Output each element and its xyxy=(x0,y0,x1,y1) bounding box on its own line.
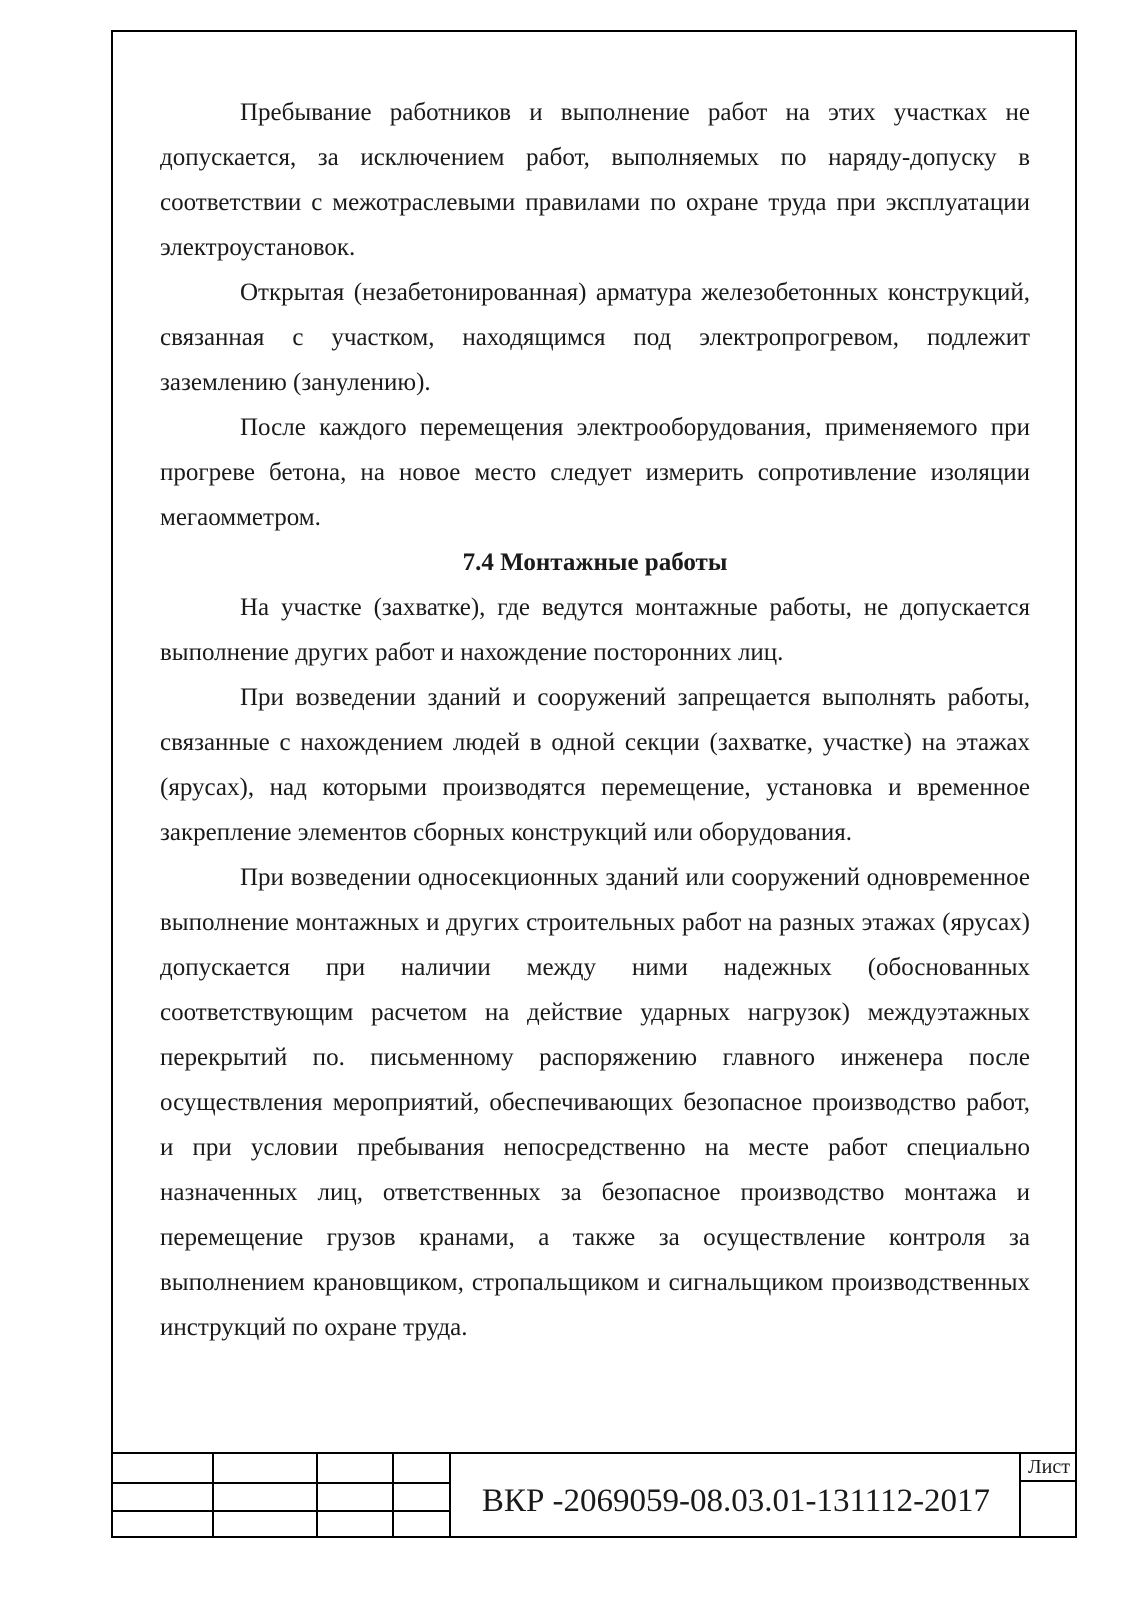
paragraph: На участке (захватке), где ведутся монтажные работы, не допускается выполнение других работ и нахождение посторонних лиц. xyxy=(160,594,1030,666)
stamp-column-line xyxy=(316,1452,318,1538)
paragraph: После каждого перемещения электрооборудования, применяемого при прогреве бетона, на новое место следует измерить сопротивление изоляции мегаомметром. xyxy=(160,414,1030,531)
stamp-column-line xyxy=(392,1452,394,1538)
paragraph: При возведении односекционных зданий или сооружений одновременное выполнение монтажных и других строительных работ на разных этажах (ярусах) допускается при наличии между ними надежных (обоснованных соответствующим расчетом на действие ударных нагрузок) междуэтажных перекрытий по. письменному распоряжению главного инженера после осуществления мероприятий, обеспечивающих безопасное производство работ, и при условии пребывания непосредственно на месте работ специально назначенных лиц, ответственных за безопасное производство монтажа и перемещение грузов кранами, а также за осуществление контроля за выполнением крановщиком, стропальщиком и сигнальщиком производственных инструкций по охране труда. xyxy=(160,864,1030,1341)
stamp-row-line xyxy=(111,1482,451,1484)
stamp-row-line xyxy=(111,1510,451,1512)
stamp-top-border xyxy=(111,1452,1077,1454)
document-code: ВКР -2069059-08.03.01-131112-2017 xyxy=(481,1483,991,1519)
paragraph: Открытая (незабетонированная) арматура железобетонных конструкций, связанная с участком, находящимся под электропрогревом, подлежит заземлению (занулению). xyxy=(160,279,1030,396)
title-block xyxy=(111,1452,1077,1538)
paragraph: При возведении зданий и сооружений запрещается выполнять работы, связанные с нахождением людей в одной секции (захватке, участке) на этажах (ярусах), над которыми производятся перемещение, установка и временное закрепление элементов сборных конструкций или оборудования. xyxy=(160,684,1030,846)
sheet-label: Лист xyxy=(1028,1456,1070,1478)
paragraph: Пребывание работников и выполнение работ на этих участках не допускается, за исключением работ, выполняемых по наряду-допуску в соответствии с межотраслевыми правилами по охране труда при эксплуатации электроустановок. xyxy=(160,99,1030,261)
stamp-sheet-divider xyxy=(1021,1480,1077,1482)
section-heading: 7.4 Монтажные работы xyxy=(462,549,728,576)
stamp-column-line xyxy=(212,1452,214,1538)
document-body xyxy=(160,90,1030,1350)
